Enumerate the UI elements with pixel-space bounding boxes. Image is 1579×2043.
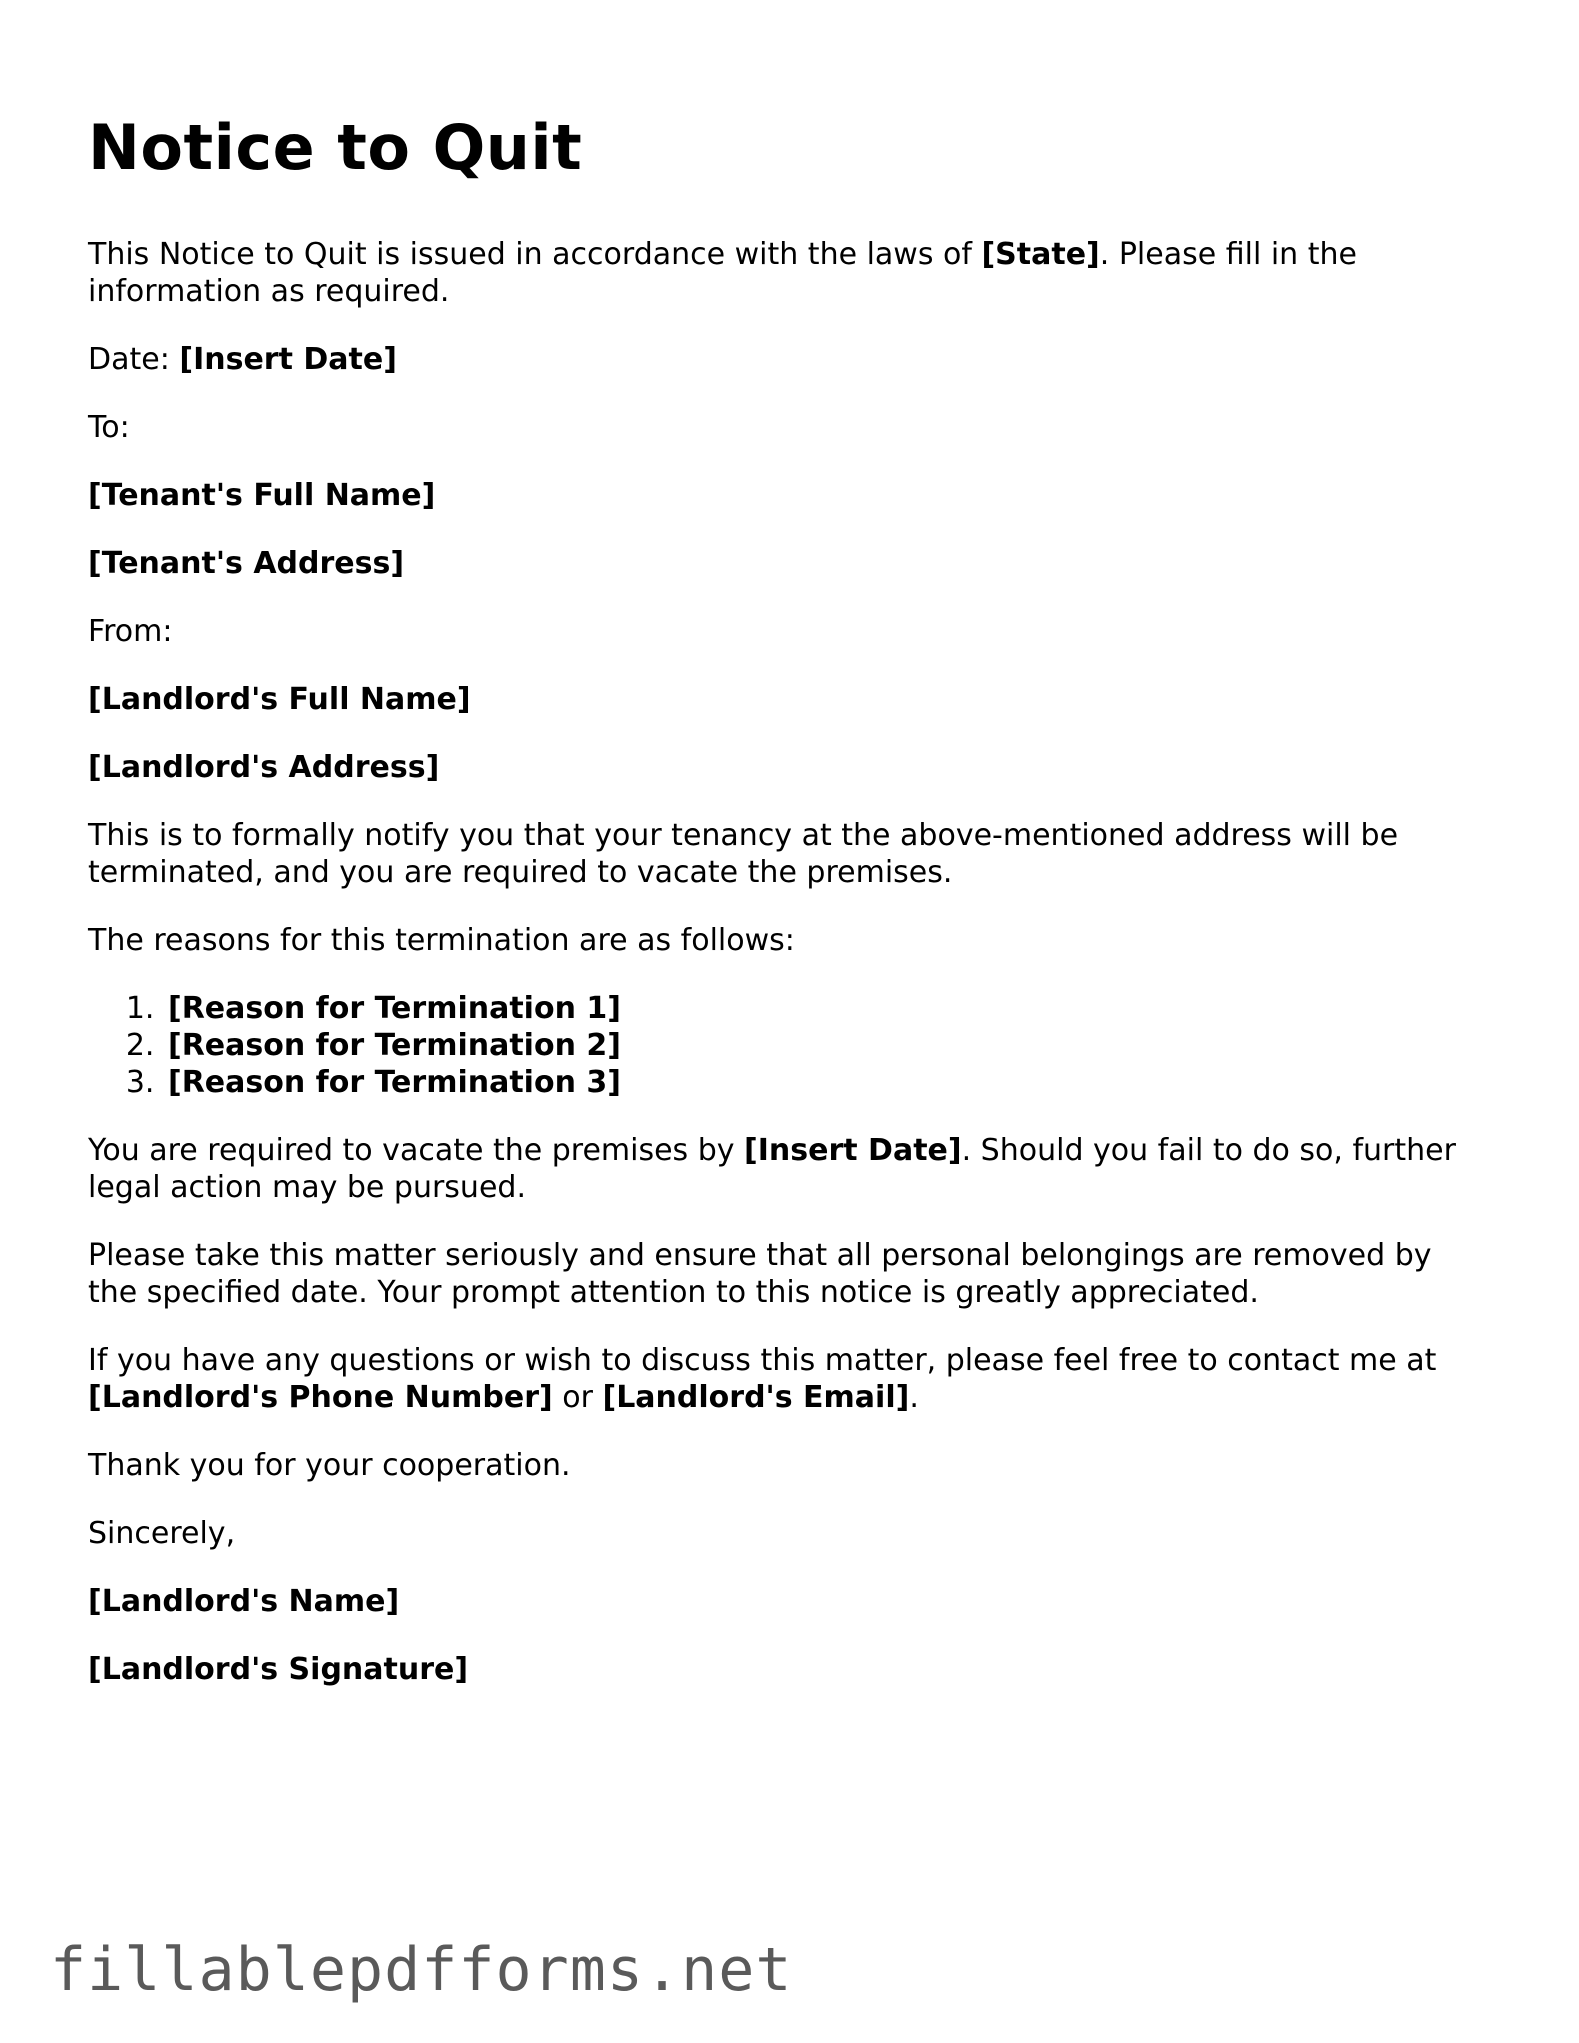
landlord-signature-line [88, 1651, 1488, 1688]
reason-3: [Reason for Termination 3] [168, 1065, 621, 1100]
landlord-full-name-placeholder [88, 681, 1488, 718]
contact-paragraph [88, 1342, 1488, 1416]
list-item [164, 1027, 1488, 1064]
landlord-address-placeholder [88, 749, 1488, 786]
reasons-list [88, 990, 1488, 1101]
from-label: From: [88, 614, 173, 649]
intro-paragraph [88, 236, 1488, 310]
vacate-text-before: You are required to vacate the premises by [88, 1133, 745, 1168]
tenant-name: [Tenant's Full Name] [88, 478, 436, 513]
landlord-name: [Landlord's Name] [88, 1584, 400, 1619]
vacate-date-placeholder: [Insert Date] [744, 1133, 962, 1168]
date-placeholder: [Insert Date] [179, 342, 397, 377]
tenant-address: [Tenant's Address] [88, 546, 405, 581]
landlord-address: [Landlord's Address] [88, 750, 440, 785]
date-line [88, 341, 1488, 378]
reason-2: [Reason for Termination 2] [168, 1028, 621, 1063]
landlord-full-name: [Landlord's Full Name] [88, 682, 471, 717]
contact-text-after: . [909, 1380, 919, 1415]
intro-text-after: . Please fill in the information as required. [88, 237, 1357, 309]
landlord-signature: [Landlord's Signature] [88, 1652, 469, 1687]
tenant-name-placeholder [88, 477, 1488, 514]
contact-text-before: If you have any questions or wish to discuss this matter, please feel free to contact me at [88, 1343, 1437, 1378]
phone-placeholder: [Landlord's Phone Number] [88, 1380, 553, 1415]
vacate-paragraph [88, 1132, 1488, 1206]
to-label: To: [88, 410, 130, 445]
list-item [164, 990, 1488, 1027]
closing-salutation: Sincerely, [88, 1516, 236, 1551]
document-title: Notice to Quit [88, 111, 583, 184]
vacate-text-after: . Should you fail to do so, further legal action may be pursued. [88, 1133, 1456, 1205]
intro-text-before: This Notice to Quit is issued in accordance with the laws of [88, 237, 982, 272]
reasons-intro: The reasons for this termination are as follows: [88, 923, 795, 958]
tenant-address-placeholder [88, 545, 1488, 582]
document-page [88, 104, 1488, 1719]
state-placeholder: [State] [981, 237, 1100, 272]
landlord-name-line [88, 1583, 1488, 1620]
date-label: Date: [88, 342, 180, 377]
thanks-paragraph: Thank you for your cooperation. [88, 1448, 571, 1483]
site-watermark: fillablepdfforms.net [50, 1935, 793, 2005]
list-item [164, 1064, 1488, 1101]
reason-1: [Reason for Termination 1] [168, 991, 621, 1026]
contact-text-middle: or [552, 1380, 603, 1415]
email-placeholder: [Landlord's Email] [602, 1380, 910, 1415]
belongings-paragraph: Please take this matter seriously and ensure that all personal belongings are removed by the specified date. Your prompt attention to this notice is greatly appreciated. [88, 1238, 1432, 1310]
notification-paragraph: This is to formally notify you that your tenancy at the above-mentioned address will be terminated, and you are required to vacate the premises. [88, 818, 1399, 890]
